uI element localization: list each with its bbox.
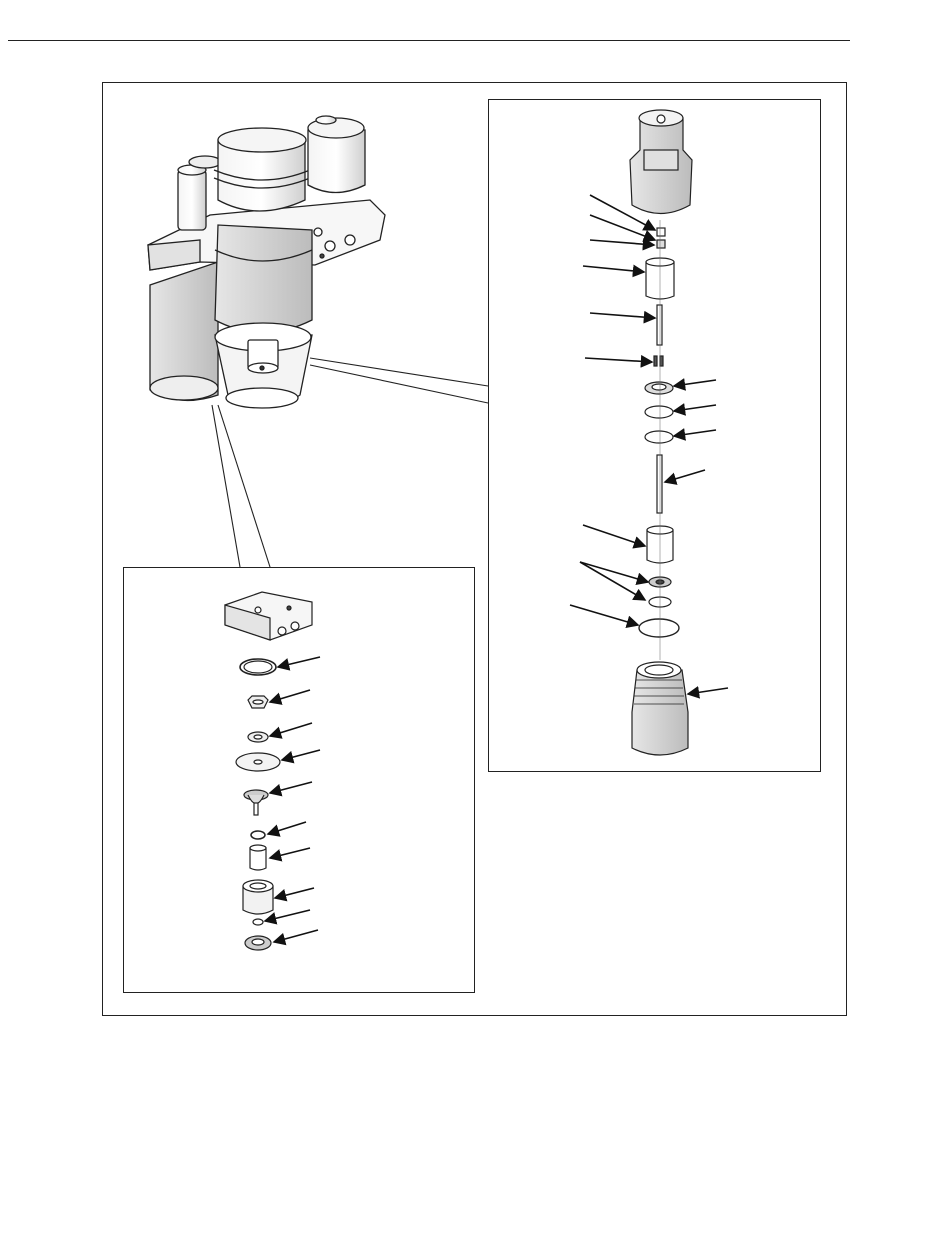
exploded-check-valve-stack bbox=[225, 592, 312, 950]
exploded-valve-cartridge bbox=[630, 110, 692, 755]
